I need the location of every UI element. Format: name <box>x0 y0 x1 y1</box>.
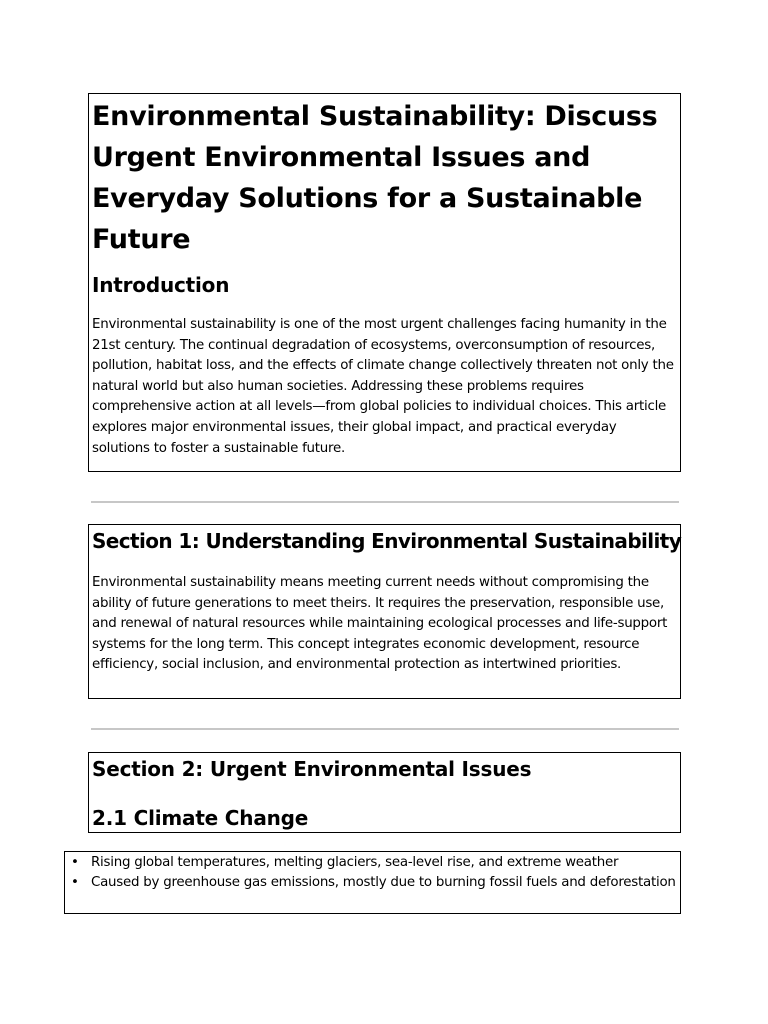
section1-heading: Section 1: Understanding Environmental Sustainability <box>92 529 682 553</box>
introduction-heading: Introduction <box>92 273 230 297</box>
intro-box <box>88 93 681 472</box>
section2-box <box>88 752 681 833</box>
list-item <box>67 853 676 873</box>
bullet-icon: • <box>71 875 79 890</box>
climate-change-subheading: 2.1 Climate Change <box>92 806 309 830</box>
section1-box <box>88 524 681 699</box>
divider-2 <box>91 728 679 730</box>
list-item-text: Rising global temperatures, melting glaciers, sea-level rise, and extreme weather <box>91 855 619 870</box>
list-item-text: Caused by greenhouse gas emissions, mostly due to burning fossil fuels and deforestation <box>91 875 676 890</box>
list-item <box>67 873 676 893</box>
section1-text: Environmental sustainability means meeting current needs without compromising the ability of future generations to meet theirs. It requires the preservation, responsible use, and renewal of natural resources while maintaining ecological processes and life-support systems for the long term. This concept integrates economic development, resource efficiency, social inclusion, and environmental protection as intertwined priorities. <box>92 575 668 673</box>
climate-change-list <box>67 853 676 893</box>
introduction-text: Environmental sustainability is one of the most urgent challenges facing humanity in the 21st century. The continual degradation of ecosystems, overconsumption of resources, pollution, habitat loss, and the effects of climate change collectively threaten not only the natural world but also human societies. Addressing these problems requires comprehensive action at all levels—from global policies to individual choices. This article explores major environmental issues, their global impact, and practical everyday solutions to foster a sustainable future. <box>92 317 674 456</box>
section2-heading: Section 2: Urgent Environmental Issues <box>92 757 532 781</box>
bullet-icon: • <box>71 855 79 870</box>
climate-bullets-box <box>64 851 681 914</box>
page-title: Environmental Sustainability: Discuss Urgent Environmental Issues and Everyday Solutions for a Sustainable Future <box>92 101 658 255</box>
divider-1 <box>91 501 679 503</box>
